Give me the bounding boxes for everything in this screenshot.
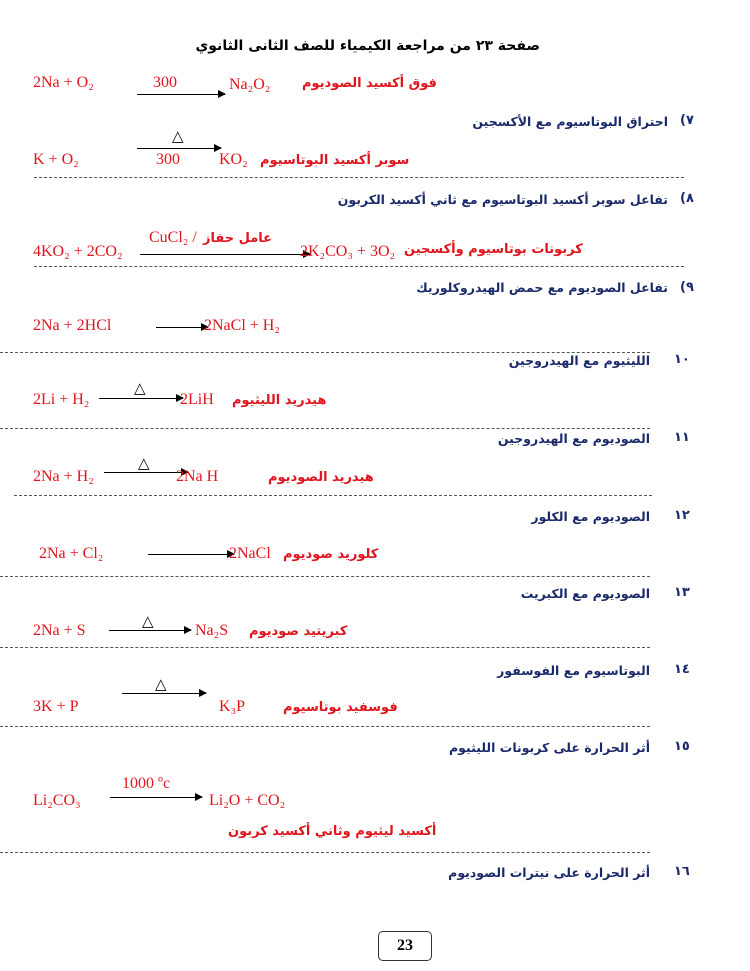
section-heading: الصوديوم مع الكبريت bbox=[520, 586, 650, 601]
section-divider bbox=[0, 576, 650, 577]
section-divider bbox=[0, 428, 650, 429]
section-number: ١١ bbox=[674, 430, 690, 445]
product-name: أكسيد ليثيوم وثاني أكسيد كربون bbox=[228, 824, 437, 839]
equation-reactants: 2Na + Cl₂ bbox=[39, 545, 104, 562]
reaction-arrow bbox=[110, 797, 202, 798]
section-heading: احتراق البوتاسيوم مع الأكسجين bbox=[472, 114, 668, 129]
equation-reactants: 4KO₂ + 2CO₂ bbox=[33, 243, 123, 260]
product-name: سوبر أكسيد البوتاسيوم bbox=[260, 153, 410, 168]
section-heading: تفاعل سوبر أكسيد البوتاسيوم مع ثاني أكسيد الكربون bbox=[337, 192, 668, 207]
equation-reactants: 2Li + H₂ bbox=[33, 391, 90, 408]
page-title: صفحة ٢٣ من مراجعة الكيمياء للصف الثانى الثانوي bbox=[195, 38, 540, 54]
equation-product: 2LiH bbox=[180, 391, 214, 408]
reaction-arrow bbox=[137, 148, 221, 149]
equation-product: 2NaCl + H₂ bbox=[204, 317, 280, 334]
section-divider bbox=[34, 266, 684, 267]
catalyst-formula: CuCl₂ / bbox=[149, 229, 197, 246]
heat-delta-icon: △ bbox=[142, 612, 154, 630]
reaction-arrow bbox=[156, 327, 208, 328]
equation-product: Li₂O + CO₂ bbox=[209, 792, 286, 809]
section-divider bbox=[0, 647, 650, 648]
catalyst-label: عامل حفاز bbox=[203, 231, 273, 246]
equation-reactants: K + O₂ bbox=[33, 151, 79, 168]
section-heading: الصوديوم مع الهيدروجين bbox=[497, 431, 650, 446]
section-number: ٧) bbox=[680, 113, 694, 128]
equation-product: 2K₂CO₃ + 3O₂ bbox=[300, 243, 396, 260]
section-number: ٩) bbox=[680, 280, 694, 295]
equation-product: KO₂ bbox=[219, 151, 248, 168]
section-heading: البوتاسيوم مع الفوسفور bbox=[497, 663, 650, 678]
equation-reactants: 2Na + S bbox=[33, 622, 86, 639]
equation-product: Na₂S bbox=[195, 622, 229, 639]
equation-product: Na₂O₂ bbox=[229, 76, 271, 93]
product-name: كبريتيد صوديوم bbox=[249, 624, 348, 639]
section-heading: أثر الحرارة على نيترات الصوديوم bbox=[448, 865, 650, 880]
reaction-condition: 1000 ºc bbox=[122, 775, 171, 792]
section-number: ١٥ bbox=[674, 739, 690, 754]
section-number: ١٦ bbox=[674, 864, 690, 879]
section-heading: الصوديوم مع الكلور bbox=[531, 509, 650, 524]
section-divider bbox=[34, 177, 684, 178]
section-heading: تفاعل الصوديوم مع حمض الهيدروكلوريك bbox=[416, 280, 668, 295]
section-divider bbox=[0, 726, 650, 727]
reaction-arrow bbox=[99, 398, 183, 399]
reaction-arrow bbox=[140, 254, 310, 255]
equation-reactants: 2Na + O₂ bbox=[33, 74, 94, 91]
reaction-arrow bbox=[137, 94, 225, 95]
equation-reactants: 2Na + 2HCl bbox=[33, 317, 112, 334]
product-name: كربونات بوتاسيوم وأكسجين bbox=[404, 242, 583, 257]
equation-product: K₃P bbox=[219, 698, 246, 715]
reaction-arrow bbox=[122, 693, 206, 694]
equation-reactants: 2Na + H₂ bbox=[33, 468, 94, 485]
equation-product: 2Na H bbox=[176, 468, 219, 485]
section-number: ١٠ bbox=[674, 352, 690, 367]
section-heading: الليثيوم مع الهيدروجين bbox=[508, 353, 650, 368]
product-name: هيدريد الليثيوم bbox=[232, 393, 327, 408]
product-name: كلوريد صوديوم bbox=[283, 547, 379, 562]
product-name: هيدريد الصوديوم bbox=[268, 470, 374, 485]
section-divider bbox=[14, 495, 652, 496]
reaction-condition: 300 bbox=[156, 151, 180, 168]
heat-delta-icon: △ bbox=[138, 454, 150, 472]
equation-reactants: 3K + P bbox=[33, 698, 79, 715]
heat-delta-icon: △ bbox=[155, 675, 167, 693]
page-number: 23 bbox=[378, 931, 432, 961]
product-name: فوق أكسيد الصوديوم bbox=[302, 76, 437, 91]
section-number: ١٢ bbox=[674, 508, 690, 523]
equation-reactants: Li₂CO₃ bbox=[33, 792, 81, 809]
section-number: ٨) bbox=[680, 191, 694, 206]
section-number: ١٤ bbox=[674, 662, 690, 677]
section-divider bbox=[0, 852, 650, 853]
reaction-arrow bbox=[148, 554, 234, 555]
product-name: فوسفيد بوتاسيوم bbox=[283, 700, 398, 715]
reaction-arrow bbox=[109, 630, 191, 631]
equation-product: 2NaCl bbox=[229, 545, 271, 562]
section-number: ١٣ bbox=[674, 585, 690, 600]
heat-delta-icon: △ bbox=[134, 379, 146, 397]
reaction-condition: 300 bbox=[153, 74, 177, 91]
section-heading: أثر الحرارة على كربونات الليثيوم bbox=[449, 740, 650, 755]
heat-delta-icon: △ bbox=[172, 127, 184, 145]
